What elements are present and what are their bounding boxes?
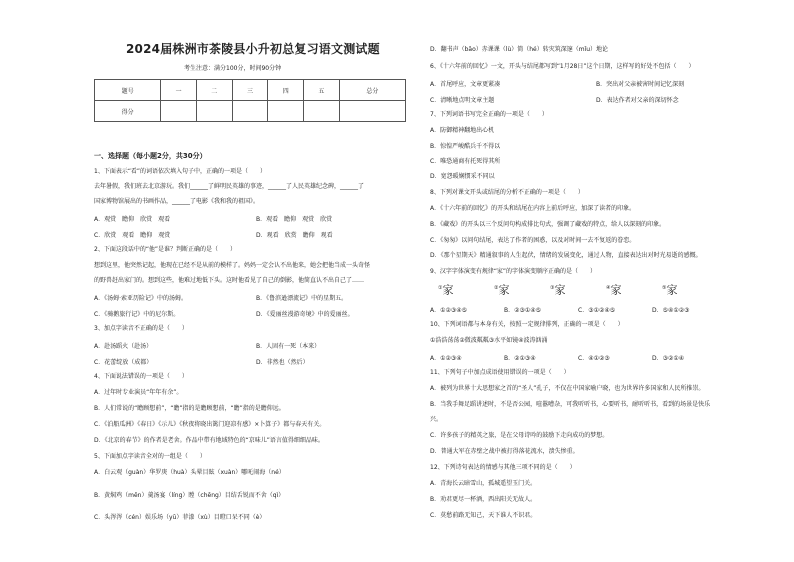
option-text: D．非然也（然后） bbox=[256, 359, 309, 366]
table-cell: 四 bbox=[268, 80, 304, 101]
option-text: C．《泊船瓜洲》《春日》《示儿》《秋夜将晓出篱门迎凉有感》×卜算子》都与春天有关。 bbox=[94, 421, 326, 428]
option-text: A．①②③④ bbox=[430, 355, 462, 362]
option-text: B．黄焖鸡（mēn）羹汤宴（líng）瞠（chēng）目结舌锐而不舍（qì） bbox=[94, 492, 285, 499]
option-text: B．②①③④ bbox=[504, 355, 536, 362]
option-text: C．欣赏 观看 瞻仰 观赏 bbox=[94, 232, 171, 239]
option-text: A．首尾呼应，文章更紧凑 bbox=[430, 81, 501, 88]
section-heading: 一、选择题（每小题2分，共30分） bbox=[94, 152, 207, 160]
question-text: 6、《十六年前的回忆》一文，开头与结尾都写到“1月28日”这个日期，这样写的好处不包括（ ） bbox=[430, 63, 695, 70]
option-text: B．惊惶严峻酷兵千不得以 bbox=[430, 143, 501, 150]
option-text: D．表达作者对父亲的深切怀念 bbox=[596, 97, 679, 104]
option-text: A．赴汤蹈火（赴汤） bbox=[94, 343, 153, 350]
table-cell: 二 bbox=[196, 80, 232, 101]
option-text: B．当我手舞足蹈讲述时，不是否公园，喧嚣嘈杂，可我听听书，心要听书，耐听听书，看到的场景是快乐 bbox=[430, 401, 711, 408]
table-cell: 得分 bbox=[95, 101, 161, 122]
option-text: D．翻书声（bāo）赤课课（lù）简（hé）转灾筑深邃（mǐu）地论 bbox=[430, 46, 609, 53]
option-text: A．被列为世界十大思想家之首的“圣人”孔子，不仅在中国家喻户晓，也为世界许多国家和人民所推崇。 bbox=[430, 385, 705, 392]
option-text: B．人们常说的“瞻顾想前”，“瞻”指的是瞻顾想前，“瞻”指的是瞻仰远。 bbox=[94, 405, 285, 412]
option-text: C．《骑鹅旅行记》中的尼尔斯。 bbox=[94, 311, 180, 318]
table-cell[interactable] bbox=[304, 101, 340, 122]
table-cell[interactable] bbox=[161, 101, 197, 122]
option-text: B．《鲁滨逊漂流记》中的星期五。 bbox=[256, 295, 348, 302]
option-text: B．《藏戏》的开头以三个反问句构成排比句式，强调了藏戏的特点，给人以深刻的印象。 bbox=[430, 221, 666, 228]
table-cell: 五 bbox=[304, 80, 340, 101]
option-text: B．人固有一死（本来） bbox=[256, 343, 321, 350]
question-text: 的野兽赶出家门的。想到这些，他难过地低下头。这时他看见了自己的倒影，他简直认不出自己了…… bbox=[94, 277, 365, 284]
option-text: ①浩浩荡荡②微波粼粼③水平如镜④波涛汹涌 bbox=[430, 337, 548, 344]
option-text: D．⑤④①②③ bbox=[652, 307, 690, 314]
question-text: 10、下列词语都与本身有关，按照一定规律排列，正确的一项是（ ） bbox=[430, 321, 624, 328]
option-text: C．③①②④⑤ bbox=[578, 307, 616, 314]
option-text: C．④①②③ bbox=[578, 355, 610, 362]
option-text: B．②③①④⑤ bbox=[504, 307, 542, 314]
question-text: 5、下面加点字读音全对的一组是（ ） bbox=[94, 453, 206, 460]
glyph-4: ④家 bbox=[606, 283, 622, 297]
option-text: A．《汤姆·索亚历险记》中的汤姆。 bbox=[94, 295, 188, 302]
option-text: A．防御精神翻地出心机 bbox=[430, 127, 495, 134]
question-text: 3、加点字读音不正确的是（ ） bbox=[94, 325, 188, 332]
glyph-1: ①家 bbox=[438, 283, 454, 297]
option-text: D．《那个星期天》精通叙事的人生起伏，情绪的发展变化，通过人物，直接表达出对时光易逝的感慨。 bbox=[430, 252, 702, 259]
option-text: A．白云观（guàn）华罗庚（huà）头晕目眩（xuàn）哪吒闹海（né） bbox=[94, 469, 285, 476]
option-text: C．花蕾绽放（成都） bbox=[94, 359, 153, 366]
score-table bbox=[94, 79, 406, 122]
option-text: A．青海长云暗雪山，孤城遥望玉门关。 bbox=[430, 480, 537, 487]
exam-note: 考生注意：满分100分，时间90分钟 bbox=[184, 65, 282, 72]
glyph-2: ②家 bbox=[494, 283, 510, 297]
question-text: 7、下列词语书写完全正确的一项是（ ） bbox=[430, 111, 548, 118]
table-cell: 一 bbox=[161, 80, 197, 101]
option-text: D．③②①④ bbox=[652, 355, 685, 362]
option-text: A．《十六年前的回忆》的开头和结尾在内容上前后呼应，加深了读者的印象。 bbox=[430, 205, 636, 212]
question-text: 11、下列句子中加点成语使用错误的一项是（ ） bbox=[430, 369, 570, 376]
option-text: A．观赏 瞻仰 欣赏 观看 bbox=[94, 216, 171, 223]
page-title: 2024届株洲市茶陵县小升初总复习语文测试题 bbox=[126, 42, 380, 56]
table-cell[interactable] bbox=[268, 101, 304, 122]
option-text: D．《爱丽丝漫游奇境》中的爱丽丝。 bbox=[256, 311, 354, 318]
option-text: D．普通大军在赤壁之战中被打得落花流水，溃失惨重。 bbox=[430, 448, 579, 455]
option-text: D．观看 欣赏 瞻仰 观看 bbox=[256, 232, 333, 239]
table-cell: 三 bbox=[232, 80, 268, 101]
option-text: A．过年时专业演员“年年有余”。 bbox=[94, 389, 183, 396]
table-cell: 题号 bbox=[95, 80, 161, 101]
table-cell[interactable] bbox=[232, 101, 268, 122]
table-cell[interactable] bbox=[339, 101, 405, 122]
option-text: B．劝君更尽一杯酒，西出阳关无故人。 bbox=[430, 496, 537, 503]
option-text: D．《北京的春节》的作者是老舍。作品中带有地域特色的“京味儿”语言值得细细品味。 bbox=[94, 437, 324, 444]
option-text: C．唯恐通商有托死得其所 bbox=[430, 158, 501, 165]
table-cell[interactable] bbox=[196, 101, 232, 122]
option-text: B．观看 瞻仰 观赏 欣赏 bbox=[256, 216, 333, 223]
glyph-5: ⑤家 bbox=[662, 283, 678, 297]
question-text: 想到这里，他突然记起，他现在已经不是从前的模样了。妈妈一定会认不出他来，她会把他当成一头奇怪 bbox=[94, 262, 371, 269]
option-text: C．莫愁前路无知己，天下谁人不识君。 bbox=[430, 512, 537, 519]
table-cell: 总分 bbox=[339, 80, 405, 101]
option-text: C．许多孩子的精英之旅，是在父母诗吟的鼓励下走向成功的梦想。 bbox=[430, 432, 609, 439]
option-text: C．头涔涔（cén）娱乐场（yū）菲漆（xù）目瞪口呆不同（è） bbox=[94, 514, 266, 521]
question-text: 去年暑假，我们班去北京游玩。我们______了鲜明民英雄的事迹，______了人民英雄纪念碑，______了 bbox=[94, 183, 365, 190]
option-text: D．宽怨暖娴惯采不同以 bbox=[430, 173, 495, 180]
question-text: 12、下列诗句表达的情感与其他三项不同的是（ ） bbox=[430, 464, 576, 471]
question-text: 2、下面这段话中的“他”是谁？判断正确的是（ ） bbox=[94, 246, 237, 253]
table-row bbox=[95, 80, 406, 101]
option-text: B．突出对父亲被害时间记忆深刻 bbox=[596, 81, 685, 88]
question-text: 9、汉字字体演变有规律“家”的字体演变顺序正确的是（ ） bbox=[430, 268, 597, 275]
question-text: 1、下面表示“看”的词语依次填入句子中，正确的一项是（ ） bbox=[94, 168, 267, 175]
question-text: 8、下列对课文开头或结尾的分析不正确的一项是（ ） bbox=[430, 189, 584, 196]
option-text: C．《匆匆》以问句结尾，表达了作者的困惑，以及对时间一去不复返的眷恋。 bbox=[430, 237, 636, 244]
option-text: A．①②③④⑤ bbox=[430, 307, 467, 314]
glyph-3: ③家 bbox=[550, 283, 566, 297]
table-row bbox=[95, 101, 406, 122]
question-text: 4、下面说法错误的一项是（ ） bbox=[94, 373, 188, 380]
option-text: 兴。 bbox=[430, 416, 443, 423]
question-text: 国家博物馆展出的书画作品，______了电影《我和我的祖国》。 bbox=[94, 198, 260, 205]
option-text: C．清晰地点明文章主题 bbox=[430, 97, 495, 104]
